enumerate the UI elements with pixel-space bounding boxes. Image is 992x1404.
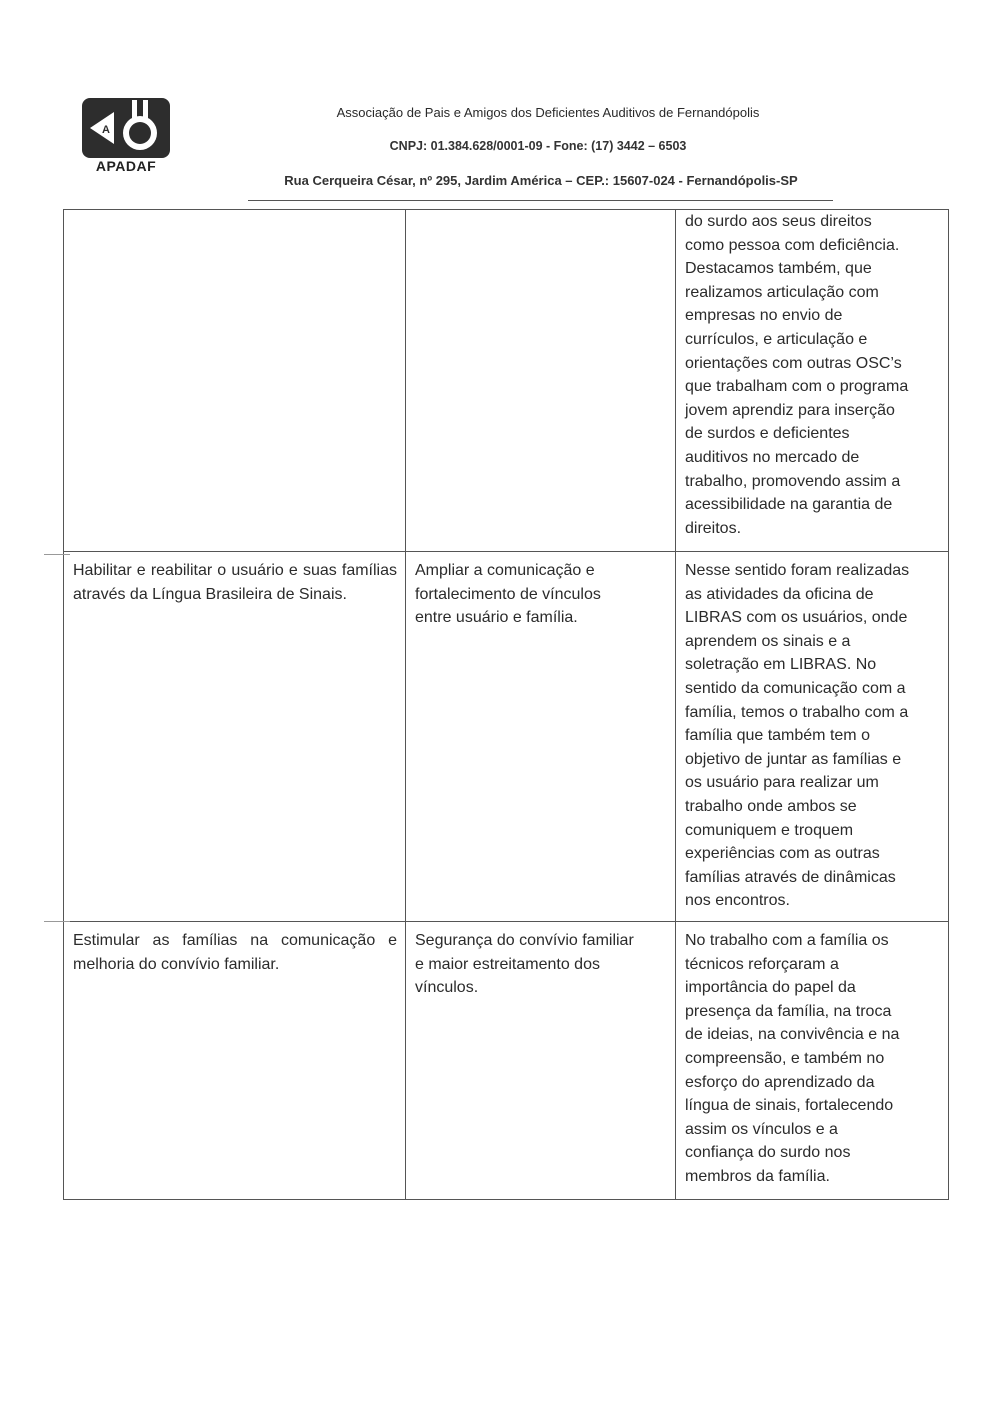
table-row [64,922,949,1200]
expected-cell: Ampliar a comunicação e fortalecimento de vínculos entre usuário e família. [406,552,676,922]
objective-cell [64,210,406,552]
expected-cell [406,210,676,552]
contact-line: CNPJ: 01.384.628/0001-09 - Fone: (17) 3442 – 6503 [389,139,687,153]
result-cell: No trabalho com a família os técnicos reforçaram a importância do papel da presença da família, na troca de ideias, na convivência e na compreensão, e também no esforço do aprendizado da língua de sinais, fortalecendo assim os vínculos e a confiança do surdo nos membros da família. [676,922,949,1200]
table-row [64,210,949,552]
scan-mark [44,554,70,555]
expected-cell: Segurança do convívio familiar e maior estreitamento dos vínculos. [406,922,676,1200]
address-line: Rua Cerqueira César, nº 295, Jardim América – CEP.: 15607-024 - Fernandópolis-SP [284,173,798,188]
svg-text:A: A [102,124,110,136]
results-table [63,209,949,1200]
result-cell: Nesse sentido foram realizadas as atividades da oficina de LIBRAS com os usuários, onde aprendem os sinais e a soletração em LIBRAS. No sentido da comunicação com a família, temos o trabalho com a família que também tem o objetivo de juntar as famílias e os usuário para realizar um trabalho onde ambos se comuniquem e troquem experiências com as outras famílias através de dinâmicas nos encontros. [676,552,949,922]
result-cell: do surdo aos seus direitos como pessoa com deficiência. Destacamos também, que realizamos articulação com empresas no envio de currículos, e articulação e orientações com outras OSC’s que trabalham com o programa jovem aprendiz para inserção de surdos e deficientes auditivos no mercado de trabalho, promovendo assim a acessibilidade na garantia de direitos. [676,210,949,552]
table-row [64,552,949,922]
objective-cell: Habilitar e reabilitar o usuário e suas famílias através da Língua Brasileira de Sinais. [64,552,406,922]
objective-cell: Estimular as famílias na comunicação e melhoria do convívio familiar. [64,922,406,1200]
logo-text: APADAF [95,158,157,174]
scan-mark [44,921,70,922]
header-divider [248,200,833,201]
organization-name: Associação de Pais e Amigos dos Deficientes Auditivos de Fernandópolis [336,105,760,120]
